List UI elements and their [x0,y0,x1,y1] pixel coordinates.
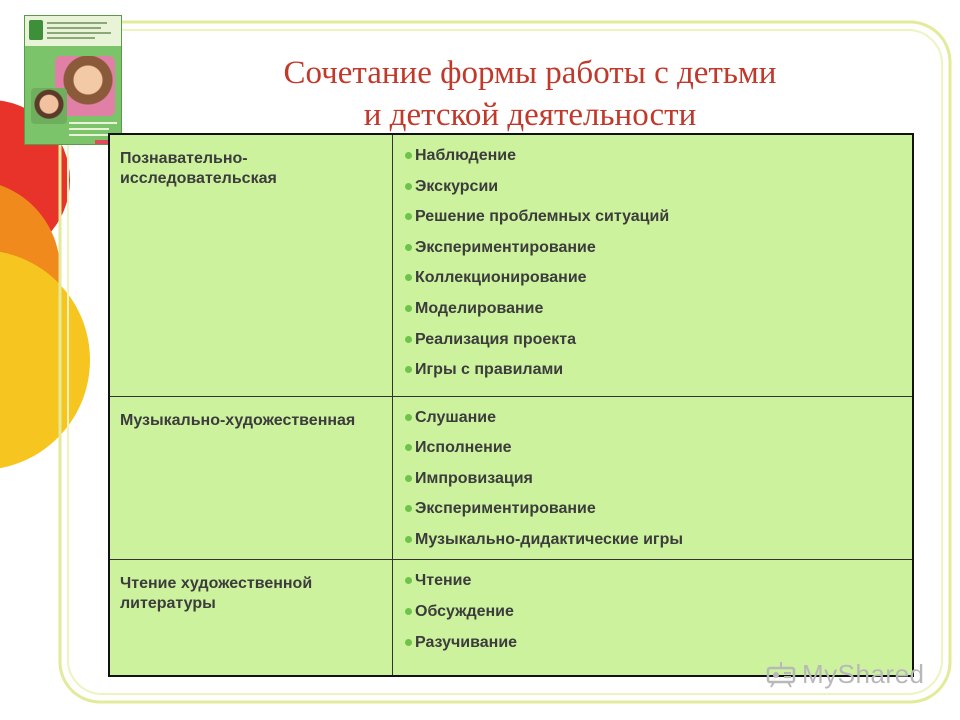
category-cell: Чтение художественной литературы [109,560,393,676]
watermark-text: MyShared [802,659,925,689]
activity-label: Реализация проекта [415,330,577,348]
bullet-icon [405,183,412,190]
activities-list [405,407,904,560]
list-item [405,407,904,438]
list-item [405,437,904,468]
activities-list [405,570,904,662]
bullet-icon [405,639,412,646]
bullet-icon [405,274,412,281]
list-item [405,529,904,560]
list-item [405,601,904,632]
bullet-icon [405,475,412,482]
watermark [766,656,926,692]
activity-label: Коллекционирование [415,269,587,287]
list-item [405,237,904,268]
bullet-icon [405,305,412,312]
category-cell: Музыкально-художественная [109,396,393,560]
activity-label: Обсуждение [415,603,514,621]
activity-label: Импровизация [415,469,533,487]
activities-cell [393,396,914,560]
bullet-icon [405,608,412,615]
category-cell: Познавательно-исследовательская [109,134,393,396]
list-item [405,359,904,390]
bullet-icon [405,536,412,543]
slide-title [200,52,860,136]
activity-label: Слушание [415,408,497,426]
slide-title-line-2: и детской деятельности [363,97,697,133]
activity-label: Музыкально-дидактические игры [415,530,684,548]
child-photo-small [31,88,67,124]
projector-icon [766,660,796,688]
activity-label: Экспериментирование [415,500,596,518]
list-item [405,176,904,207]
slide-title-line-1: Сочетание формы работы с детьми [283,55,777,91]
table-row [109,396,913,560]
bullet-icon [405,366,412,373]
bullet-icon [405,414,412,421]
list-item [405,267,904,298]
bullet-icon [405,152,412,159]
activity-label: Решение проблемных ситуаций [415,208,670,226]
activity-label: Экскурсии [415,177,499,195]
bullet-icon [405,577,412,584]
activity-label: Разучивание [415,633,518,651]
list-item [405,570,904,601]
list-item [405,298,904,329]
bullet-icon [405,244,412,251]
list-item [405,206,904,237]
activity-forms-table [108,133,914,677]
activity-label: Моделирование [415,299,544,317]
yellow-circle-decoration [0,250,90,470]
activity-label: Исполнение [415,439,512,457]
list-item [405,468,904,499]
list-item [405,329,904,360]
bullet-icon [405,213,412,220]
activity-label: Чтение [415,572,472,590]
book-logo-icon [29,20,43,40]
book-cover-image [24,15,122,145]
activities-list [405,145,904,390]
list-item [405,145,904,176]
activities-cell [393,134,914,396]
bullet-icon [405,505,412,512]
table-row [109,134,913,396]
list-item [405,498,904,529]
activity-label: Наблюдение [415,147,517,164]
activity-label: Экспериментирование [415,238,596,256]
bullet-icon [405,444,412,451]
activity-label: Игры с правилами [415,361,564,379]
bullet-icon [405,336,412,343]
